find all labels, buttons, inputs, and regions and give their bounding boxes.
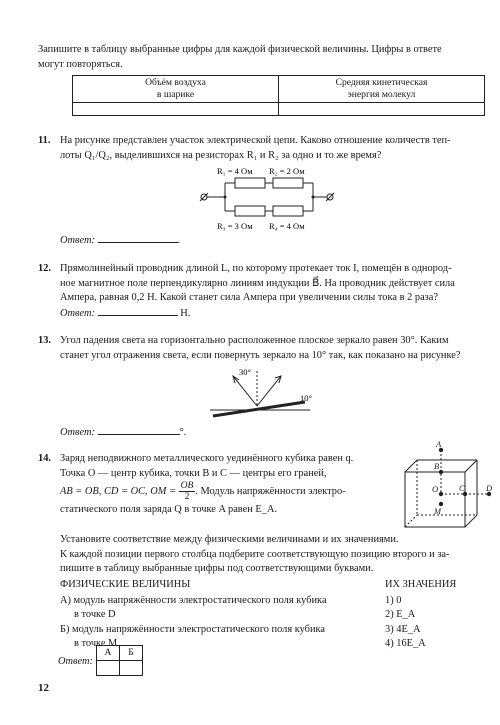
point-b-label: B bbox=[434, 461, 440, 471]
q14-line-1: Заряд неподвижного металлического уединённого кубика равен q. bbox=[60, 453, 354, 464]
q12-line-1: Прямолинейный проводник длиной L, по которому протекает ток I, помещён в однород- bbox=[60, 263, 452, 274]
option-b-line-2: в точке M bbox=[74, 638, 118, 650]
q11-line-1: На рисунке представлен участок электрической цепи. Каково отношение количеств теп- bbox=[60, 135, 451, 146]
q14-line-4: статического поля заряда Q в точке A равен E_A. bbox=[60, 504, 278, 516]
option-b-line-1: Б) модуль напряжённости электростатического поля кубика bbox=[60, 623, 326, 635]
q14-line-2: Точка O — центр кубика, точки B и C — центры его граней, bbox=[60, 467, 327, 479]
q11-line-2: лоты Q₁/Q₂, выделившихся на резисторах R₁ и R₂ за одно и то же время? bbox=[60, 149, 382, 161]
answer-table-10 bbox=[72, 75, 485, 116]
r3-label: R₃ = 3 Ом bbox=[217, 221, 253, 231]
q11-answer: Ответ: . bbox=[60, 235, 181, 246]
value-1: 1) 0 bbox=[385, 594, 402, 606]
option-a-line-2: в точке D bbox=[74, 609, 116, 621]
right-header: ИХ ЗНАЧЕНИЯ bbox=[385, 579, 457, 590]
table-cell-volume[interactable] bbox=[73, 103, 279, 116]
question-number: 12. bbox=[38, 263, 51, 274]
question-11 bbox=[38, 134, 488, 163]
angle-10-label: 10° bbox=[300, 393, 312, 403]
point-m-label: M bbox=[434, 506, 442, 516]
table-cell-energy[interactable] bbox=[279, 103, 485, 116]
q12-answer-field[interactable] bbox=[98, 315, 178, 316]
q12-line-3: Ампера, равная 0,2 Н. Какой станет сила Ампера при увеличении силы тока в 2 раза? bbox=[60, 292, 439, 304]
q14-right-column bbox=[385, 578, 485, 652]
q13-answer-field[interactable] bbox=[98, 434, 180, 435]
point-o-label: O bbox=[432, 484, 439, 494]
q14-answer-table bbox=[96, 645, 143, 676]
col-b-header: Б bbox=[120, 646, 143, 661]
answer-cell-a[interactable] bbox=[97, 661, 120, 676]
question-number: 13. bbox=[38, 335, 51, 346]
page-number: 12 bbox=[38, 682, 49, 694]
point-d-label: D bbox=[486, 483, 493, 493]
value-3: 3) 4E_A bbox=[385, 623, 421, 635]
value-2: 2) E_A bbox=[385, 609, 416, 621]
q14-line-3: AB = OB, CD = OC, OM = $\frac{OB}{2}$ . Модуль напряжённости электро- bbox=[60, 481, 346, 503]
option-a-line-1: А) модуль напряжённости электростатического поля кубика bbox=[60, 594, 327, 606]
table-header-volume: Объём воздуха в шарике bbox=[73, 76, 279, 103]
mirror-diagram bbox=[205, 366, 325, 421]
question-12 bbox=[38, 262, 488, 306]
angle-30-label: 30° bbox=[239, 367, 251, 377]
answer-cell-b[interactable] bbox=[120, 661, 143, 676]
point-a-label: A bbox=[436, 440, 442, 449]
circuit-diagram bbox=[195, 163, 335, 233]
question-14 bbox=[38, 452, 398, 518]
table-header-energy: Средняя кинетическая энергия молекул bbox=[279, 76, 485, 103]
q11-answer-field[interactable] bbox=[98, 242, 178, 243]
q12-line-2: ное магнитное поле перпендикулярно линиям индукции B⃗. На проводник действует сила bbox=[60, 277, 455, 289]
fraction-ob-over-2: $\frac{OB}{2}$ bbox=[180, 481, 194, 503]
q13-line-1: Угол падения света на горизонтально расположенное плоское зеркало равен 30°. Каким bbox=[60, 335, 449, 346]
col-a-header: А bbox=[97, 646, 120, 661]
intro-line-2: могут повторяться. bbox=[38, 58, 123, 70]
question-number: 11. bbox=[38, 135, 51, 146]
question-number: 14. bbox=[38, 453, 51, 464]
q14-left-column bbox=[60, 578, 370, 652]
intro-line-1: Запишите в таблицу выбранные цифры для каждой физической величины. Цифры в ответе bbox=[38, 44, 442, 55]
q13-answer: Ответ: °. bbox=[60, 427, 187, 438]
r2-label: R₂ = 2 Ом bbox=[269, 166, 305, 176]
cube-diagram bbox=[395, 440, 500, 532]
q14-instructions: Установите соответствие между физическими величинами и их значениями. К каждой позиции первого столбца подберите соответствующую позицию второго и за- пишите в таблицу выбранные цифры под соответствующими буквами. bbox=[60, 534, 450, 575]
point-c-label: C bbox=[459, 483, 465, 493]
q14-answer-label: Ответ: bbox=[58, 656, 93, 667]
r4-label: R₄ = 4 Ом bbox=[269, 221, 305, 231]
q13-line-2: станет угол отражения света, если повернуть зеркало на 10° так, как показано на рисунке? bbox=[60, 349, 461, 361]
question-13 bbox=[38, 334, 490, 363]
value-4: 4) 16E_A bbox=[385, 638, 426, 650]
q12-answer: Ответ: Н. bbox=[60, 308, 191, 319]
left-header: ФИЗИЧЕСКИЕ ВЕЛИЧИНЫ bbox=[60, 579, 191, 590]
r1-label: R₁ = 4 Ом bbox=[217, 166, 253, 176]
